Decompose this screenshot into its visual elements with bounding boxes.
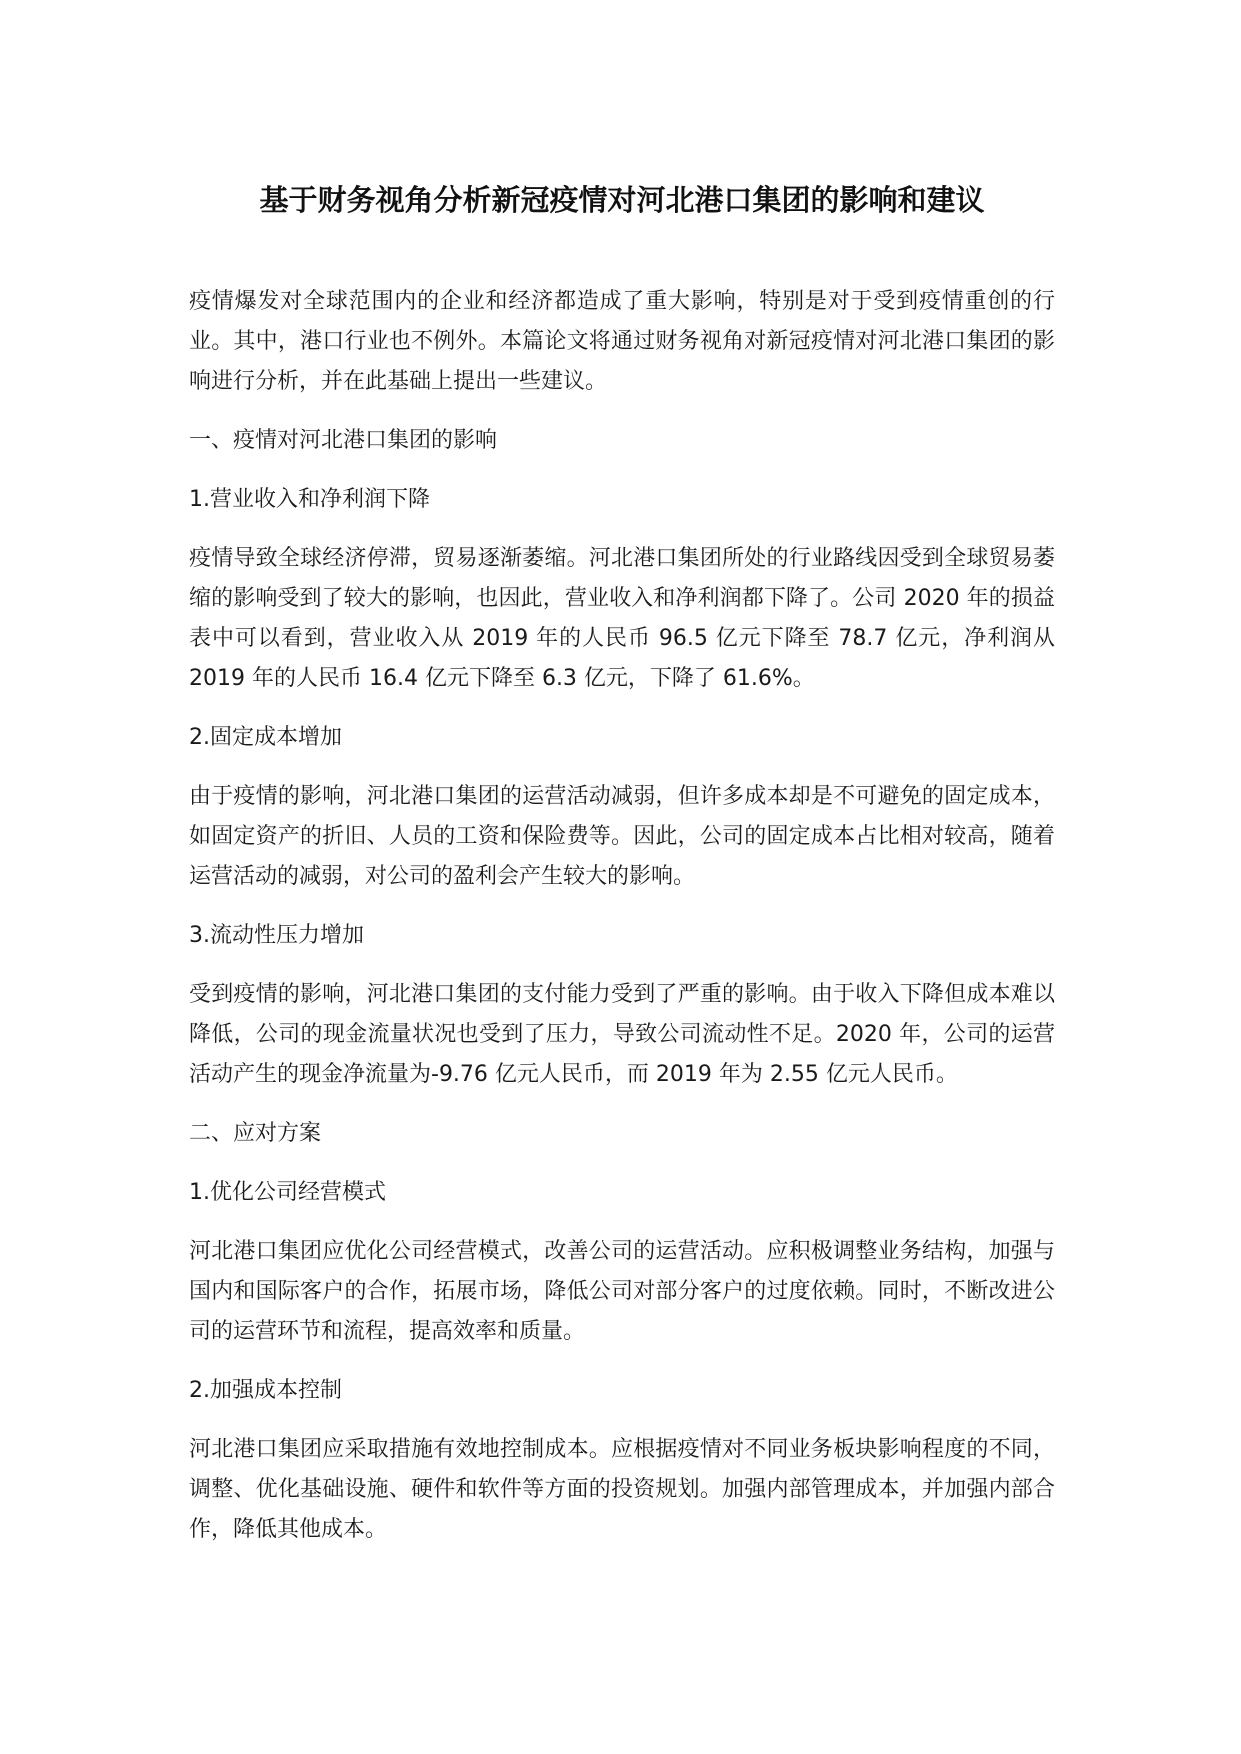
section-heading-impact: 一、疫情对河北港口集团的影响 — [189, 428, 498, 453]
subsection-heading-fixed-cost: 2.固定成本增加 — [189, 725, 342, 750]
intro-paragraph: 疫情爆发对全球范围内的企业和经济都造成了重大影响，特别是对于受到疫情重创的行业。其中，港口行业也不例外。本篇论文将通过财务视角对新冠疫情对河北港口集团的影响进行分析，并在此基础上提出一些建议。 — [189, 289, 1055, 394]
document-title: 基于财务视角分析新冠疫情对河北港口集团的影响和建议 — [259, 183, 985, 217]
liquidity-paragraph: 受到疫情的影响，河北港口集团的支付能力受到了严重的影响。由于收入下降但成本难以降低，公司的现金流量状况也受到了压力，导致公司流动性不足。2020 年，公司的运营活动产生的现金净流量为-9.76 亿元人民币，而 2019 年为 2.55 亿元人民币。 — [189, 982, 1055, 1087]
subsection-heading-business-model: 1.优化公司经营模式 — [189, 1180, 386, 1205]
business-model-paragraph: 河北港口集团应优化公司经营模式，改善公司的运营活动。应积极调整业务结构，加强与国内和国际客户的合作，拓展市场，降低公司对部分客户的过度依赖。同时，不断改进公司的运营环节和流程，提高效率和质量。 — [189, 1239, 1055, 1344]
fixed-cost-paragraph: 由于疫情的影响，河北港口集团的运营活动减弱，但许多成本却是不可避免的固定成本，如固定资产的折旧、人员的工资和保险费等。因此，公司的固定成本占比相对较高，随着运营活动的减弱，对公司的盈利会产生较大的影响。 — [189, 784, 1055, 889]
document-body — [189, 282, 1055, 1569]
subsection-heading-cost-control: 2.加强成本控制 — [189, 1378, 342, 1403]
section-heading-response: 二、应对方案 — [189, 1121, 322, 1146]
cost-control-paragraph: 河北港口集团应采取措施有效地控制成本。应根据疫情对不同业务板块影响程度的不同，调整、优化基础设施、硬件和软件等方面的投资规划。加强内部管理成本，并加强内部合作，降低其他成本。 — [189, 1437, 1055, 1542]
revenue-paragraph: 疫情导致全球经济停滞，贸易逐渐萎缩。河北港口集团所处的行业路线因受到全球贸易萎缩的影响受到了较大的影响，也因此，营业收入和净利润都下降了。公司 2020 年的损益表中可以看到，营业收入从 2019 年的人民币 96.5 亿元下降至 78.7 亿元，净利润从 2019 年的人民币 16.4 亿元下降至 6.3 亿元，下降了 61.6%。 — [189, 546, 1055, 691]
subsection-heading-liquidity: 3.流动性压力增加 — [189, 923, 364, 948]
subsection-heading-revenue: 1.营业收入和净利润下降 — [189, 487, 430, 512]
